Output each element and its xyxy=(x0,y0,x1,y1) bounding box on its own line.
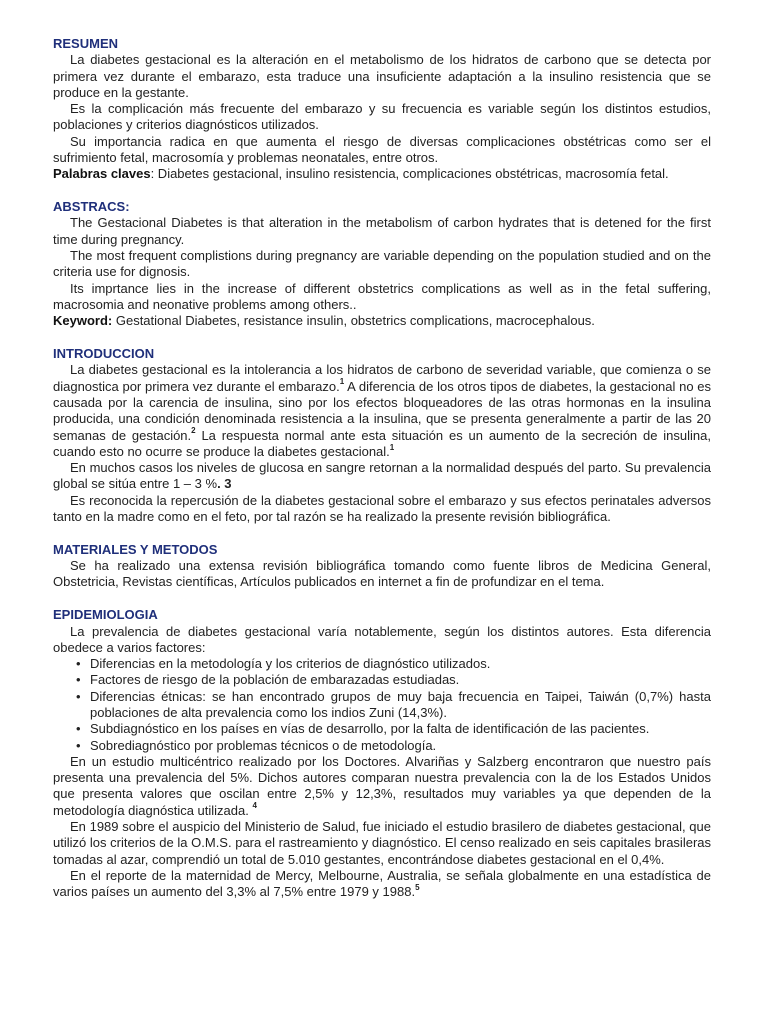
list-item-text: Subdiagnóstico en los países en vías de desarrollo, por la falta de identificación de las pacientes. xyxy=(90,721,650,737)
paragraph xyxy=(53,362,711,460)
paragraph: The most frequent complistions during pregnancy are variable depending on the population studied and on the criteria use for dignosis. xyxy=(53,248,711,280)
list-item-text: Diferencias en la metodología y los criterios de diagnóstico utilizados. xyxy=(90,656,491,672)
section-epidemiologia xyxy=(53,607,711,900)
paragraph: Its imprtance lies in the increase of different obstetrics complications as well as in the fetal suffering, macrosomia and neonative problems among others.. xyxy=(53,280,711,312)
reference-marker: 4 xyxy=(252,801,257,811)
list-item-text: Diferencias étnicas: se han encontrado grupos de muy baja frecuencia en Taipei, Taiwán (0,7%) hasta poblaciones de alta prevalencia como los indios Zuni (14,3%). xyxy=(90,688,711,720)
reference-marker: 1 xyxy=(389,442,395,452)
keywords-line xyxy=(53,166,711,182)
paragraph xyxy=(53,868,711,901)
text-run: En el reporte de la maternidad de Mercy, Melbourne, Australia, se señala globalmente en una estadística de varios países un aumento del 3,3% al 7,5% entre 1979 y 1988. xyxy=(53,867,711,900)
bullet-icon: • xyxy=(76,688,81,704)
list-item xyxy=(76,721,711,737)
list-item xyxy=(76,689,711,722)
section-materiales xyxy=(53,542,711,591)
list-item xyxy=(76,672,711,688)
text-run: La respuesta normal ante esta situación es un aumento de la secreción de insulina, cuando esto no ocurre se produce la diabetes gestacional. xyxy=(53,427,711,459)
heading-introduccion: INTRODUCCION xyxy=(53,346,155,362)
heading-materiales: MATERIALES Y METODOS xyxy=(53,541,218,557)
paragraph: La prevalencia de diabetes gestacional varía notablemente, según los distintos autores. Esta diferencia obedece a varios factores: xyxy=(53,623,711,655)
heading-abstract: ABSTRACS: xyxy=(53,199,130,215)
factor-list xyxy=(53,656,711,754)
paragraph: The Gestacional Diabetes is that alteration in the metabolism of carbon hydrates that is detened for the first time during pregnancy. xyxy=(53,215,711,247)
paragraph: En 1989 sobre el auspicio del Ministerio de Salud, fue iniciado el estudio brasilero de diabetes gestacional, que utilizó los criterios de la O.M.S. para el rastreamiento y diagnóstico. El censo realizado en seis capitales brasileras tomadas al azar, comprendió un total de 5.010 gestantes, encontrándose diabetes gestacional en el 0,4%. xyxy=(53,819,711,867)
reference-marker: 2 xyxy=(191,426,196,436)
paragraph: La diabetes gestacional es la alteración en el metabolismo de los hidratos de carbono que se detecta por primera vez durante el embarazo, esta traduce una insuficiente adaptación a la insulino resistencia que se produce en la gestante. xyxy=(53,52,711,100)
keywords-label: Keyword: xyxy=(53,313,113,329)
text-run: A diferencia de los otros tipos de diabetes, la gestacional no es causada por la carencia de insulina, sino por los efectos bloqueadores de las otras hormonas en la insulina producida, una condición denominada resistencia a la insulina, que se presenta generalmente a partir de las 20 semanas de gestación. xyxy=(53,378,712,443)
paragraph: Su importancia radica en que aumenta el riesgo de diversas complicaciones obstétricas como ser el sufrimiento fetal, macrosomía y problemas neonatales, entre otros. xyxy=(53,133,711,166)
list-item-text: Factores de riesgo de la población de embarazadas estudiadas. xyxy=(90,672,460,688)
keywords-label: Palabras claves xyxy=(53,166,151,182)
bullet-icon: • xyxy=(76,737,81,753)
section-resumen xyxy=(53,36,711,183)
paragraph xyxy=(53,754,711,819)
bullet-icon: • xyxy=(76,656,81,672)
list-item xyxy=(76,656,711,672)
reference-marker: 5 xyxy=(415,882,420,892)
paragraph: Se ha realizado una extensa revisión bibliográfica tomando como fuente libros de Medicina General, Obstetricia, Revistas científicas, Artículos publicados en internet a fin de profundizar en el tema. xyxy=(53,558,711,590)
section-introduccion xyxy=(53,346,711,525)
bullet-icon: • xyxy=(76,672,81,688)
keywords-text: : Diabetes gestacional, insulino resistencia, complicaciones obstétricas, macrosomía fetal. xyxy=(150,166,669,182)
keywords-line xyxy=(53,313,711,329)
paragraph: Es la complicación más frecuente del embarazo y su frecuencia es variable según los distintos estudios, poblaciones y criterios diagnósticos utilizados. xyxy=(53,101,711,133)
reference-marker: 1 xyxy=(339,377,345,387)
text-run: En muchos casos los niveles de glucosa en sangre retornan a la normalidad después del parto. Su prevalencia global se sitúa entre 1 – 3 % xyxy=(53,460,711,492)
text-run: La diabetes gestacional es la intolerancia a los hidratos de carbono de severidad variable, que comienza o se diagnostica por primera vez durante el embarazo. xyxy=(53,362,711,394)
keywords-text: Gestational Diabetes, resistance insulin, obstetrics complications, macrocephalous. xyxy=(112,313,595,329)
heading-resumen: RESUMEN xyxy=(53,36,119,51)
heading-epidemiologia: EPIDEMIOLOGIA xyxy=(53,607,158,623)
section-abstract xyxy=(53,199,711,329)
paragraph xyxy=(53,460,711,493)
list-item-text: Sobrediagnóstico por problemas técnicos o de metodología. xyxy=(90,737,437,753)
document-page xyxy=(53,36,711,917)
reference-marker: . 3 xyxy=(217,476,232,492)
bullet-icon: • xyxy=(76,721,81,737)
text-run: En un estudio multicéntrico realizado por los Doctores. Alvariñas y Salzberg encontraron que nuestro país presenta una prevalencia del 5%. Dichos autores comparan nuestra prevalencia con la de los Estados Unidos que presenta valores que oscilan entre 2,5% y 12,3%, resultados muy variables ya que dependen de la metodología diagnóstica utilizada. xyxy=(53,753,711,818)
paragraph: Es reconocida la repercusión de la diabetes gestacional sobre el embarazo y sus efectos perinatales adversos tanto en la madre como en el feto, por tal razón se ha realizado la presente revisión bibliográfica. xyxy=(53,492,711,525)
list-item xyxy=(76,738,711,754)
